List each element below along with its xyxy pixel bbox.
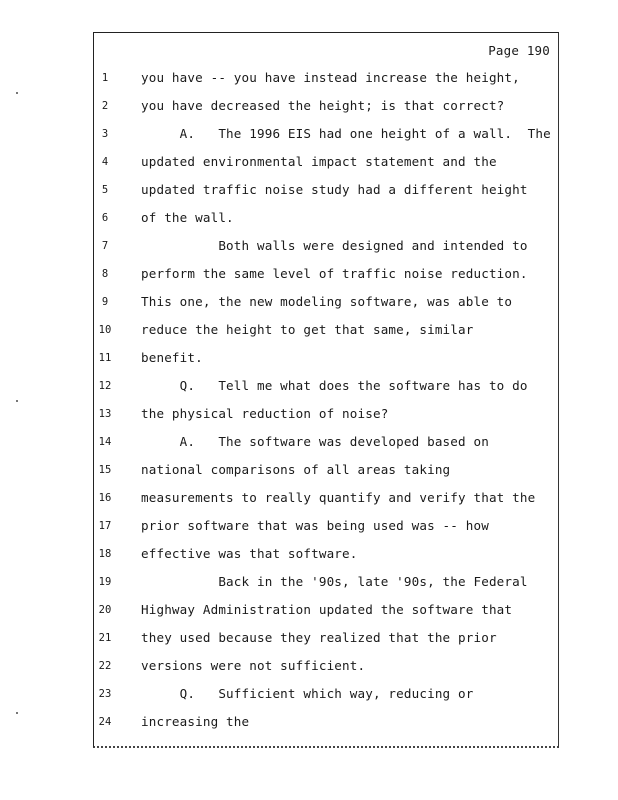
transcript-line [94, 154, 560, 172]
line-text: the physical reduction of noise? [141, 406, 389, 421]
transcript-line [94, 462, 560, 480]
line-number: 12 [98, 380, 112, 392]
transcript-line [94, 686, 560, 704]
line-number: 3 [101, 128, 109, 140]
line-number: 21 [98, 632, 112, 644]
page-number: Page 190 [488, 43, 550, 58]
line-number: 14 [98, 436, 112, 448]
line-text: prior software that was being used was -- how [141, 518, 489, 533]
line-text: Highway Administration updated the software that [141, 602, 513, 617]
line-number: 22 [98, 660, 112, 672]
line-text: Back in the '90s, late '90s, the Federal [141, 574, 528, 589]
line-text: national comparisons of all areas taking [141, 462, 451, 477]
transcript-line [94, 714, 560, 732]
scan-speck [16, 92, 18, 94]
line-text: A. The software was developed based on [141, 434, 489, 449]
line-text: you have -- you have instead increase the height, [141, 70, 520, 85]
line-text: This one, the new modeling software, was able to [141, 294, 513, 309]
transcript-line [94, 322, 560, 340]
transcript-line [94, 602, 560, 620]
line-text: effective was that software. [141, 546, 358, 561]
line-number: 7 [101, 240, 109, 252]
line-number: 13 [98, 408, 112, 420]
line-number: 10 [98, 324, 112, 336]
line-text: benefit. [141, 350, 203, 365]
line-number: 24 [98, 716, 112, 728]
line-number: 15 [98, 464, 112, 476]
transcript-line [94, 630, 560, 648]
line-number: 4 [101, 156, 109, 168]
line-text: Q. Tell me what does the software has to do [141, 378, 528, 393]
line-number: 5 [101, 184, 109, 196]
line-number: 16 [98, 492, 112, 504]
line-text: increasing the [141, 714, 250, 729]
line-text: Both walls were designed and intended to [141, 238, 528, 253]
scan-speck [16, 712, 18, 714]
transcript-line [94, 126, 560, 144]
line-text: perform the same level of traffic noise reduction. [141, 266, 528, 281]
line-text: versions were not sufficient. [141, 658, 366, 673]
transcript-line [94, 266, 560, 284]
transcript-line [94, 350, 560, 368]
transcript-line [94, 490, 560, 508]
transcript-line [94, 294, 560, 312]
line-text: updated environmental impact statement and the [141, 154, 497, 169]
line-number: 11 [98, 352, 112, 364]
line-number: 20 [98, 604, 112, 616]
line-number: 2 [101, 100, 109, 112]
line-text: measurements to really quantify and verify that the [141, 490, 536, 505]
transcript-line [94, 574, 560, 592]
transcript-line [94, 238, 560, 256]
transcript-line [94, 518, 560, 536]
line-text: they used because they realized that the prior [141, 630, 497, 645]
line-number: 18 [98, 548, 112, 560]
line-number: 23 [98, 688, 112, 700]
line-number: 1 [101, 72, 109, 84]
transcript-line [94, 182, 560, 200]
transcript-line [94, 98, 560, 116]
transcript-line [94, 658, 560, 676]
scan-speck [16, 400, 18, 402]
transcript-line [94, 70, 560, 88]
transcript-page [93, 32, 559, 748]
line-number: 8 [101, 268, 109, 280]
transcript-line [94, 434, 560, 452]
line-text: you have decreased the height; is that correct? [141, 98, 505, 113]
line-number: 19 [98, 576, 112, 588]
line-text: updated traffic noise study had a different height [141, 182, 528, 197]
line-text: of the wall. [141, 210, 234, 225]
line-number: 17 [98, 520, 112, 532]
line-number: 6 [101, 212, 109, 224]
transcript-line [94, 210, 560, 228]
line-text: A. The 1996 EIS had one height of a wall. The [141, 126, 551, 141]
line-text: reduce the height to get that same, similar [141, 322, 474, 337]
line-number: 9 [101, 296, 109, 308]
line-text: Q. Sufficient which way, reducing or [141, 686, 474, 701]
transcript-line [94, 406, 560, 424]
transcript-line [94, 546, 560, 564]
transcript-line [94, 378, 560, 396]
